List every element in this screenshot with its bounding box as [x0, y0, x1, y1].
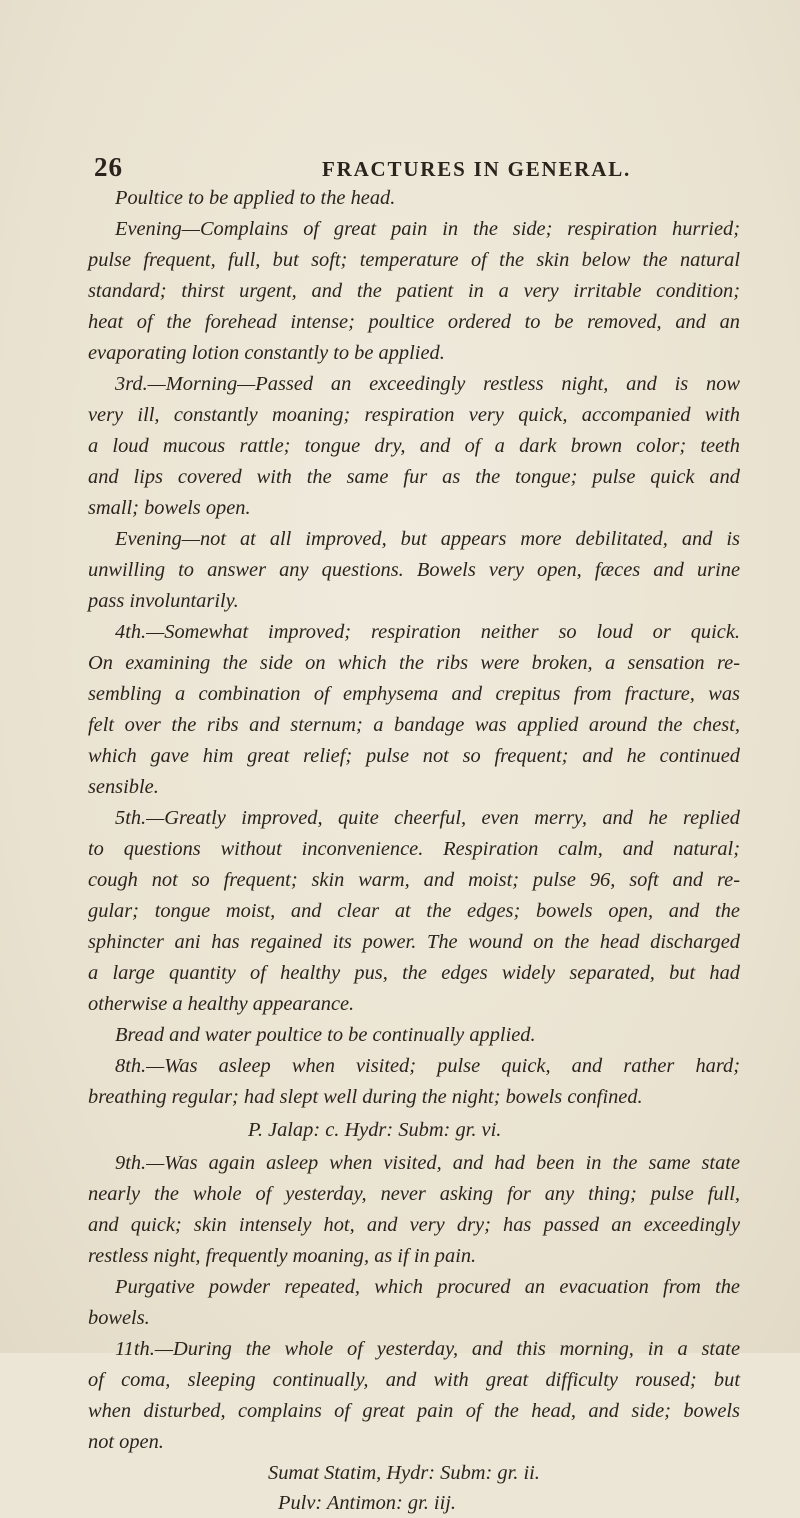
text-line: sphincter ani has regained its power. The wound on the head discharged — [88, 931, 740, 953]
text-line: a loud mucous rattle; tongue dry, and of a dark brown color; teeth — [88, 435, 740, 457]
text-line: of coma, sleeping continually, and with great difficulty roused; but — [88, 1369, 740, 1391]
text-line: Poultice to be applied to the head. — [115, 187, 396, 209]
text-line: restless night, frequently moaning, as if in pain. — [88, 1245, 477, 1267]
page-header — [94, 152, 694, 184]
text-line: felt over the ribs and sternum; a bandage was applied around the chest, — [88, 714, 740, 736]
text-line: pass involuntarily. — [88, 590, 239, 612]
body-text — [88, 183, 740, 1518]
text-line: sembling a combination of emphysema and crepitus from fracture, was — [88, 683, 740, 705]
text-line: breathing regular; had slept well during the night; bowels confined. — [88, 1086, 643, 1108]
text-line: 3rd.—Morning—Passed an exceedingly restless night, and is now — [115, 373, 740, 395]
text-line: 11th.—During the whole of yesterday, and this morning, in a state — [115, 1338, 740, 1360]
text-line: evaporating lotion constantly to be applied. — [88, 342, 445, 364]
text-line: not open. — [88, 1431, 164, 1453]
text-line: Evening—Complains of great pain in the side; respiration hurried; — [115, 218, 740, 240]
text-line: pulse frequent, full, but soft; temperature of the skin below the natural — [88, 249, 740, 271]
text-line: which gave him great relief; pulse not so frequent; and he continued — [88, 745, 740, 767]
text-line: Evening—not at all improved, but appears more debilitated, and is — [115, 528, 740, 550]
text-line: On examining the side on which the ribs were broken, a sensation re- — [88, 652, 740, 674]
text-line: to questions without inconvenience. Respiration calm, and natural; — [88, 838, 740, 860]
prescription-line: Sumat Statim, Hydr: Subm: gr. ii. — [268, 1462, 540, 1484]
text-line: a large quantity of healthy pus, the edges widely separated, but had — [88, 962, 740, 984]
text-line: otherwise a healthy appearance. — [88, 993, 355, 1015]
text-line: unwilling to answer any questions. Bowels very open, fæces and urine — [88, 559, 740, 581]
text-line: 5th.—Greatly improved, quite cheerful, even merry, and he replied — [115, 807, 740, 829]
text-line: sensible. — [88, 776, 159, 798]
text-line: 9th.—Was again asleep when visited, and had been in the same state — [115, 1152, 740, 1174]
text-line: 8th.—Was asleep when visited; pulse quick, and rather hard; — [115, 1055, 740, 1077]
text-line: nearly the whole of yesterday, never asking for any thing; pulse full, — [88, 1183, 740, 1205]
page-number: 26 — [94, 152, 123, 182]
text-line: heat of the forehead intense; poultice ordered to be removed, and an — [88, 311, 740, 333]
text-line: standard; thirst urgent, and the patient in a very irritable condition; — [88, 280, 740, 302]
prescription-line: Pulv: Antimon: gr. iij. — [278, 1492, 457, 1514]
text-line: and quick; skin intensely hot, and very dry; has passed an exceedingly — [88, 1214, 740, 1236]
running-head: FRACTURES IN GENERAL. — [322, 157, 632, 181]
text-line: small; bowels open. — [88, 497, 251, 519]
text-line: bowels. — [88, 1307, 150, 1329]
text-line: Bread and water poultice to be continually applied. — [115, 1024, 536, 1046]
text-line: cough not so frequent; skin warm, and moist; pulse 96, soft and re- — [88, 869, 740, 891]
text-line: very ill, constantly moaning; respiration very quick, accompanied with — [88, 404, 740, 426]
text-line: and lips covered with the same fur as the tongue; pulse quick and — [88, 466, 740, 488]
prescription-line: P. Jalap: c. Hydr: Subm: gr. vi. — [248, 1119, 502, 1141]
text-line: gular; tongue moist, and clear at the edges; bowels open, and the — [88, 900, 740, 922]
text-line: 4th.—Somewhat improved; respiration neither so loud or quick. — [115, 621, 740, 643]
text-line: when disturbed, complains of great pain of the head, and side; bowels — [88, 1400, 740, 1422]
text-line: Purgative powder repeated, which procured an evacuation from the — [115, 1276, 740, 1298]
